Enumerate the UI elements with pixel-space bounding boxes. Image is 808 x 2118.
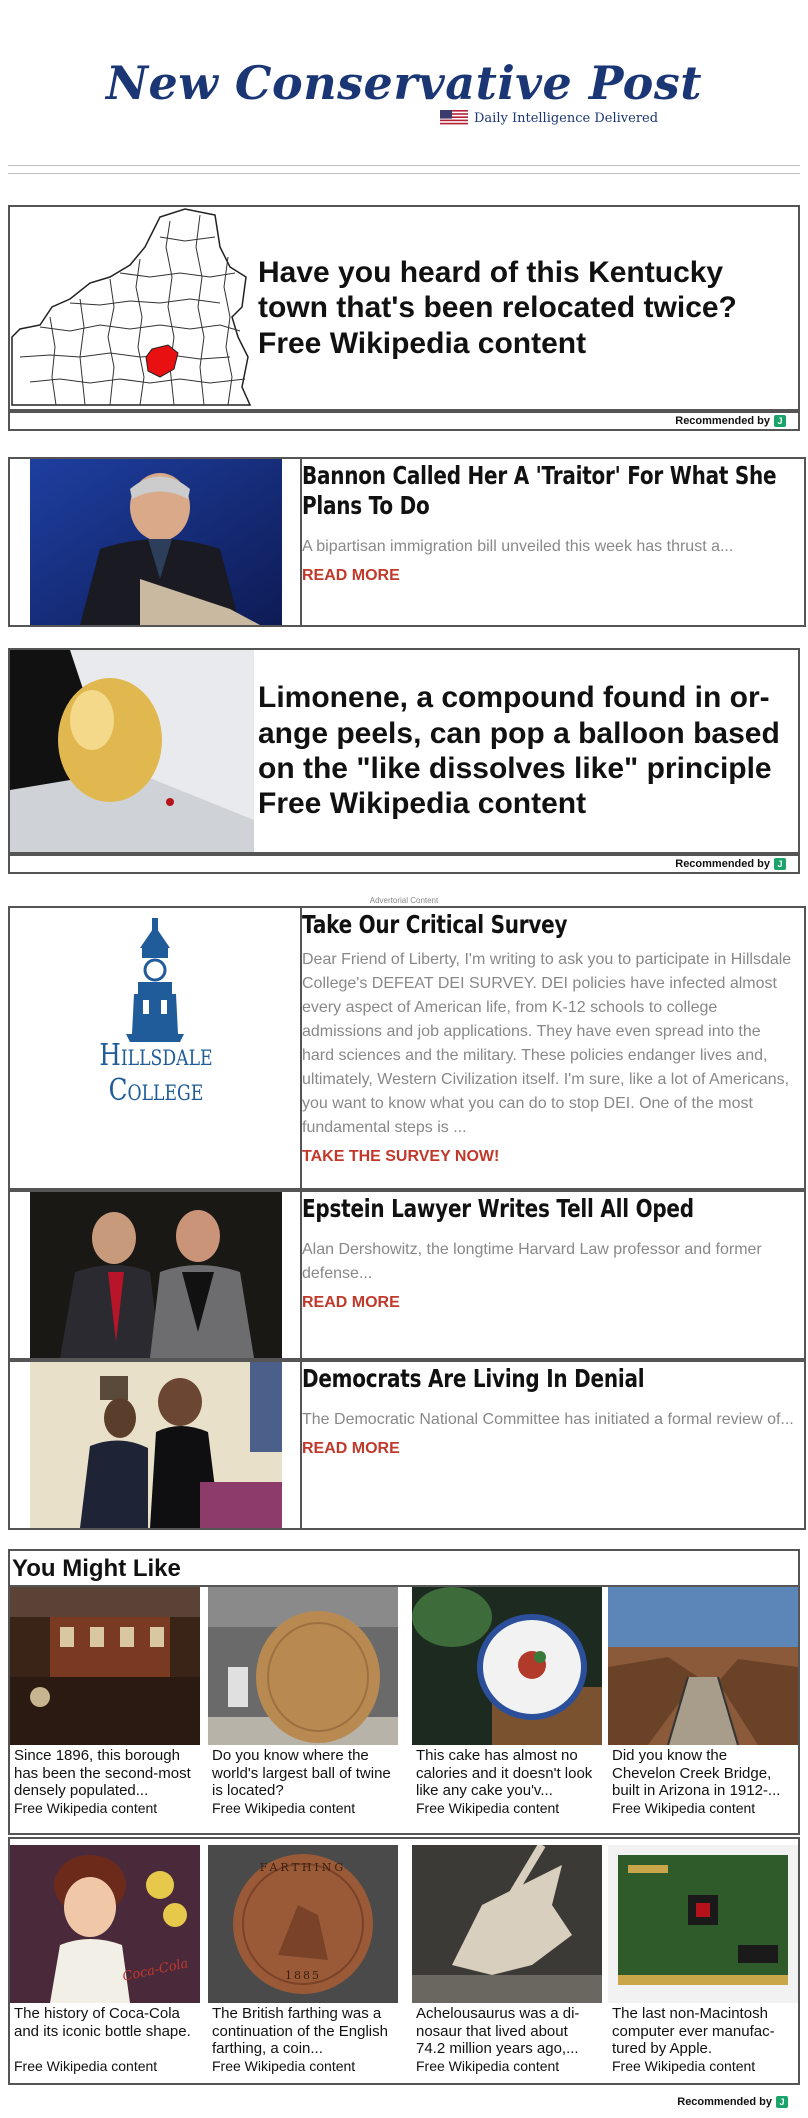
us-flag-icon xyxy=(440,110,468,126)
graduation-photo xyxy=(30,1362,282,1528)
tile-caption: Did you know the Chevelon Creek Bridge, built in Arizona in 1912-... xyxy=(612,1747,781,1800)
tile-caption: Achelousaurus was a di-nosaur that lived about 74.2 million years ago,... xyxy=(416,2005,580,2058)
hillsdale-logo xyxy=(30,908,282,1188)
promo-headline[interactable]: Have you heard of this Kentucky town that's been relocated twice? Free Wikipedia content xyxy=(258,255,737,360)
farthing-coin-image xyxy=(208,1845,398,2003)
tile-source: Free Wikipedia content xyxy=(612,2058,756,2074)
recommended-label: Recommended by xyxy=(677,2096,772,2108)
tile-caption: The last non-Macintosh computer ever manufac-tured by Apple. xyxy=(612,2005,775,2058)
cake-image xyxy=(412,1587,602,1745)
promo-card-kentucky[interactable] xyxy=(8,205,800,411)
recommended-label: Recommended by xyxy=(675,858,770,870)
motherboard-image xyxy=(608,1845,798,2003)
take-survey-link[interactable]: TAKE THE SURVEY NOW! xyxy=(302,1148,500,1165)
header-divider xyxy=(8,165,800,166)
recommendation-tile[interactable] xyxy=(608,1845,798,2074)
tile-caption: Since 1896, this borough has been the second-most densely populated... xyxy=(14,1747,191,1800)
kentucky-map-image xyxy=(10,207,254,409)
coin-year: 1885 xyxy=(285,1969,321,1982)
read-more-link[interactable]: READ MORE xyxy=(302,1440,400,1457)
recommendation-tile[interactable] xyxy=(208,1587,398,1816)
coca-cola-image xyxy=(10,1845,200,2003)
borough-image xyxy=(10,1587,200,1745)
article-title[interactable]: Democrats Are Living In Denial xyxy=(302,1364,645,1393)
hillsdale-logo-text: Hillsdale College xyxy=(99,1038,213,1108)
recommended-bar xyxy=(8,854,800,874)
read-more-link[interactable]: READ MORE xyxy=(302,1294,400,1311)
dershowitz-photo xyxy=(30,1192,282,1358)
ad-excerpt: Dear Friend of Liberty, I'm writing to ask you to participate in Hillsdale College's DEFEAT DEI SURVEY. DEI policies have infected almost every aspect of American life, from K-12 schools to college admissions and job applications. They have even spread into the hard sciences and the military. These policies endanger lives and, ultimately, Western Civilization itself. I'm sure, like a lot of Americans, you want to know what you can do to stop DEI. One of the most fundamental steps is ... xyxy=(302,951,792,1136)
article-title[interactable]: Bannon Called Her A 'Traitor' For What She Plans To Do xyxy=(302,461,777,520)
tile-source: Free Wikipedia content xyxy=(416,2058,560,2074)
masthead xyxy=(0,0,808,160)
site-title[interactable]: New Conservative Post xyxy=(105,56,702,110)
recommendation-tile[interactable] xyxy=(10,1587,200,1816)
tagline-text: Daily Intelligence Delivered xyxy=(474,110,659,126)
header-divider xyxy=(8,173,800,174)
tile-caption: This cake has almost no calories and it doesn't look like any cake you'v... xyxy=(416,1747,593,1800)
ad-body xyxy=(302,910,796,1166)
recommender-logo-icon: J xyxy=(774,858,786,870)
tagline xyxy=(440,110,658,126)
recommended-bar xyxy=(8,411,800,431)
tile-caption: Do you know where the world's largest ball of twine is located? xyxy=(212,1747,391,1800)
tile-caption: The British farthing was a continuation of the English farthing, a coin... xyxy=(212,2005,388,2058)
recommended-label: Recommended by xyxy=(675,415,770,427)
tile-source: Free Wikipedia content xyxy=(416,1800,560,1816)
recommendation-row xyxy=(8,1587,800,1835)
tile-source: Free Wikipedia content xyxy=(212,1800,356,1816)
advertorial-label: Advertorial Content xyxy=(369,896,439,905)
article-body xyxy=(302,1364,796,1458)
article-excerpt: The Democratic National Committee has initiated a formal review of... xyxy=(302,1411,794,1428)
recommendation-tile[interactable] xyxy=(608,1587,798,1816)
recommender-logo-icon: J xyxy=(776,2096,788,2108)
you-might-like-heading: You Might Like xyxy=(8,1549,800,1587)
tile-source: Free Wikipedia content xyxy=(212,2058,356,2074)
twine-ball-image xyxy=(208,1587,398,1745)
recommendation-tile[interactable] xyxy=(208,1845,398,2074)
recommended-by[interactable] xyxy=(675,415,786,427)
recommender-logo-icon: J xyxy=(774,415,786,427)
dinosaur-skull-image xyxy=(412,1845,602,2003)
tile-source: Free Wikipedia content xyxy=(612,1800,756,1816)
article-excerpt: Alan Dershowitz, the longtime Harvard Law professor and former defense... xyxy=(302,1241,762,1282)
ad-title[interactable]: Take Our Critical Survey xyxy=(302,910,568,939)
promo-card-limonene[interactable] xyxy=(8,648,800,854)
recommendation-tile[interactable] xyxy=(412,1587,602,1816)
article-body xyxy=(302,1194,796,1312)
article-excerpt: A bipartisan immigration bill unveiled this week has thrust a... xyxy=(302,538,734,555)
recommended-by[interactable] xyxy=(677,2096,788,2108)
read-more-link[interactable]: READ MORE xyxy=(302,567,400,584)
promo-headline[interactable]: Limonene, a compound found in or-ange peels, can pop a balloon based on the "like dissolves like" principle Free Wikipedia content xyxy=(258,681,780,821)
article-title[interactable]: Epstein Lawyer Writes Tell All Oped xyxy=(302,1194,694,1223)
recommendation-row xyxy=(8,1837,800,2085)
recommended-by[interactable] xyxy=(675,858,786,870)
tile-source: Free Wikipedia content xyxy=(14,1800,158,1816)
bridge-image xyxy=(608,1587,798,1745)
bannon-photo xyxy=(30,459,282,625)
balloon-image xyxy=(10,650,254,852)
article-card-epstein[interactable] xyxy=(8,1190,806,1360)
ad-card-hillsdale[interactable] xyxy=(8,906,806,1190)
recommended-bar xyxy=(8,2094,800,2114)
tile-caption: The history of Coca-Cola and its iconic bottle shape. xyxy=(14,2005,191,2040)
article-card-democrats[interactable] xyxy=(8,1360,806,1530)
recommendation-tile[interactable] xyxy=(10,1845,200,2074)
tile-source: Free Wikipedia content xyxy=(14,2058,158,2074)
article-card-bannon[interactable] xyxy=(8,457,806,627)
article-body xyxy=(302,461,796,585)
coin-inscription: FARTHING xyxy=(259,1861,347,1874)
recommendation-tile[interactable] xyxy=(412,1845,602,2074)
coke-logo-text: Coca-Cola xyxy=(121,1956,190,1985)
